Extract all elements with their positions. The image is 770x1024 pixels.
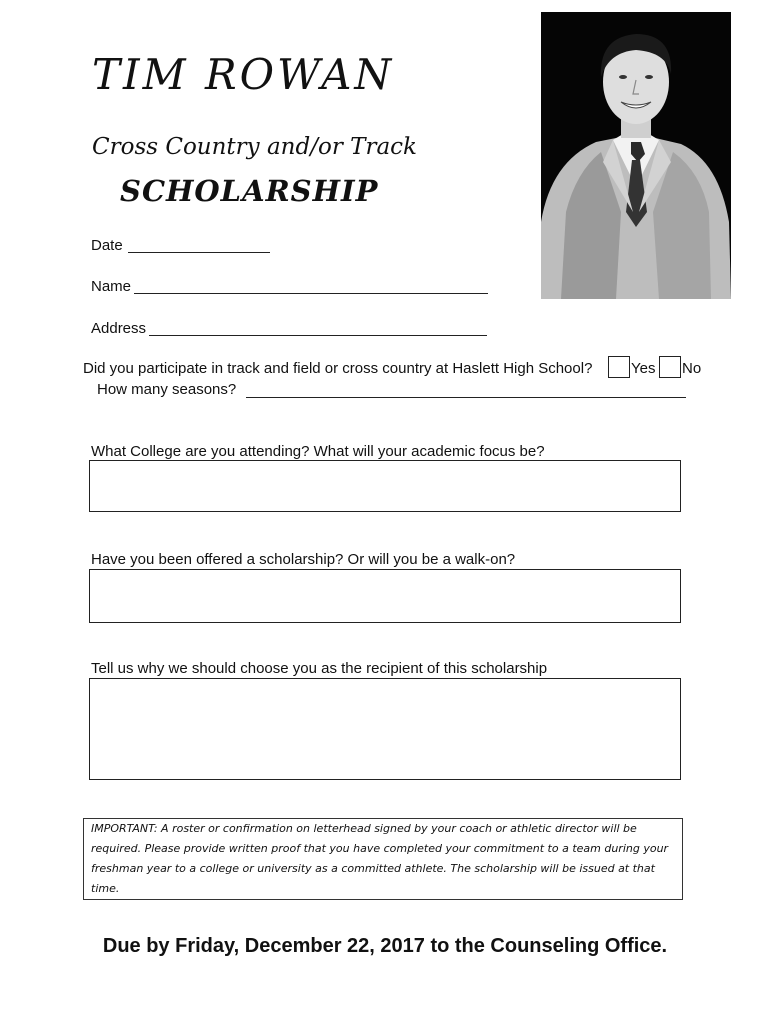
due-date-notice: Due by Friday, December 22, 2017 to the Counseling Office. bbox=[102, 935, 668, 957]
college-question: What College are you attending? What will your academic focus be? bbox=[91, 443, 545, 460]
important-note bbox=[83, 818, 683, 900]
college-answer-box[interactable] bbox=[89, 460, 681, 512]
address-field[interactable] bbox=[149, 335, 487, 336]
name-label: Name bbox=[91, 278, 132, 295]
no-label: No bbox=[682, 360, 702, 377]
yes-checkbox[interactable] bbox=[608, 356, 630, 378]
page-subtitle: Cross Country and/or Track bbox=[92, 134, 417, 160]
participation-question: Did you participate in track and field or cross country at Haslett High School? bbox=[83, 360, 593, 377]
yes-label: Yes bbox=[631, 360, 656, 377]
date-label: Date bbox=[91, 237, 123, 254]
address-label: Address bbox=[91, 320, 147, 337]
scholarship-answer-box[interactable] bbox=[89, 569, 681, 623]
name-field[interactable] bbox=[134, 293, 488, 294]
seasons-label: How many seasons? bbox=[97, 381, 237, 398]
date-field[interactable] bbox=[128, 252, 270, 253]
page-title: TIM ROWAN bbox=[92, 50, 395, 99]
scholarship-heading: SCHOLARSHIP bbox=[120, 174, 379, 208]
scholarship-question: Have you been offered a scholarship? Or will you be a walk-on? bbox=[91, 551, 516, 568]
why-question: Tell us why we should choose you as the recipient of this scholarship bbox=[91, 660, 548, 677]
important-note-text: IMPORTANT: A roster or confirmation on letterhead signed by your coach or athletic director will be required. Please provide written proof that you have completed your commitment to a team during your freshman year to a college or university as a committed athlete. The scholarship will be issued at that time. bbox=[91, 822, 669, 895]
seasons-field[interactable] bbox=[246, 397, 686, 398]
why-answer-box[interactable] bbox=[89, 678, 681, 780]
no-checkbox[interactable] bbox=[659, 356, 681, 378]
portrait-photo bbox=[541, 12, 731, 299]
